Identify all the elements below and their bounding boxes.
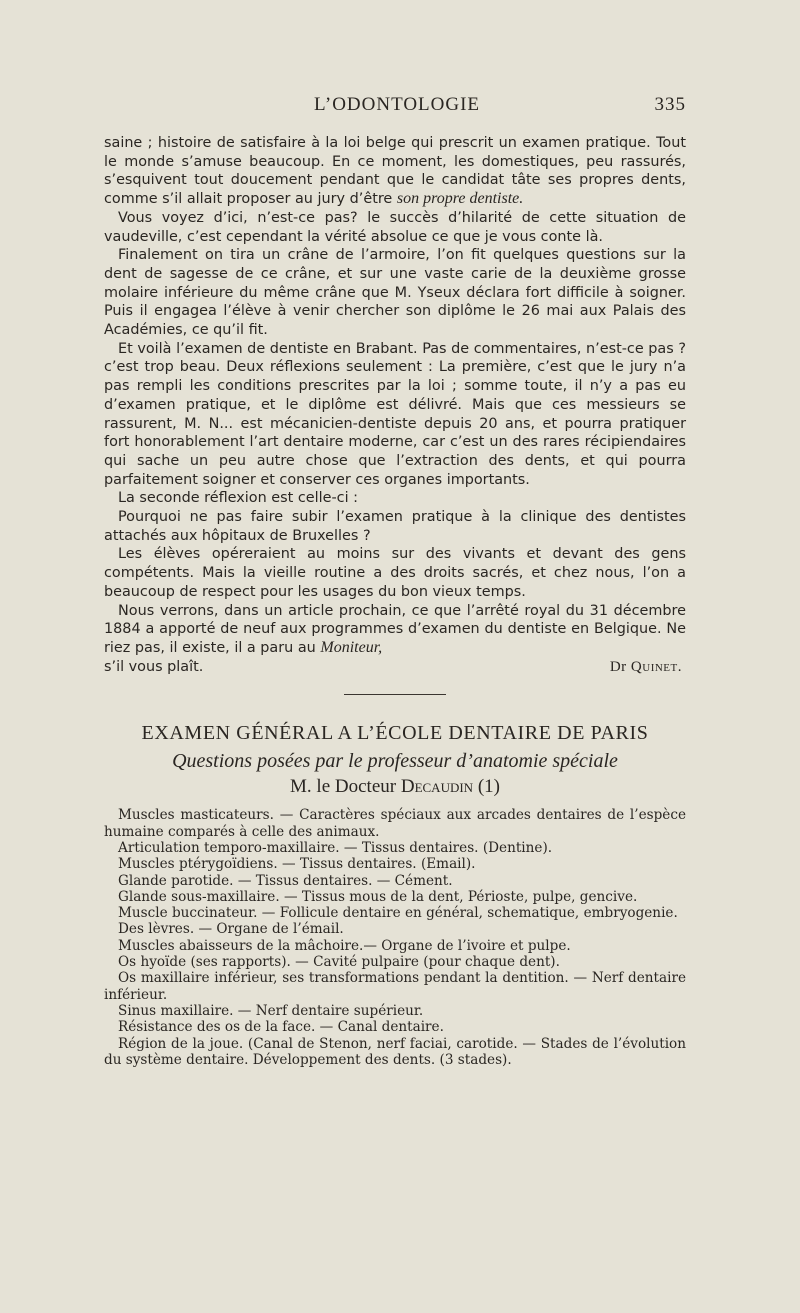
list-item: Glande parotide. — Tissus dentaires. — Cément. [118, 872, 453, 889]
list-item: Sinus maxillaire. — Nerf dentaire supérieur. [118, 1002, 424, 1019]
list-item: Glande sous-maxillaire. — Tissus mous de la dent, Périoste, pulpe, gencive. [118, 888, 638, 905]
running-header [104, 94, 686, 116]
article-paragraph: Nous verrons, dans un article prochain, ce que l’arrêté royal du 31 décembre 1884 a apporté de neuf aux programmes d’examen du dentiste en Belgique. Ne riez pas, il existe, il a paru au Moniteur, [104, 602, 686, 656]
italic-phrase: son propre dentiste. [396, 190, 524, 208]
section-subtitle: Questions posées par le professeur d’anatomie spéciale [172, 750, 618, 773]
section-title: EXAMEN GÉNÉRAL A L’ÉCOLE DENTAIRE DE PARIS [141, 722, 649, 745]
italic-phrase: Moniteur, [320, 638, 383, 656]
author-signature: Dr Quinet. [609, 658, 682, 675]
article-paragraph: saine ; histoire de satisfaire à la loi belge qui prescrit un examen pratique. Tout le monde s’amuse beaucoup. En ce moment, les domestiques, peu rassurés, s’esquivent tout doucement pendant que le candidat tâte ses propres dents, comme s’il allait proposer au jury d’être son propre dentiste. [104, 135, 686, 208]
list-item: Os hyoïde (ses rapports). — Cavité pulpaire (pour chaque dent). [118, 954, 560, 971]
section-divider [344, 694, 446, 695]
article-paragraph: Les élèves opéreraient au moins sur des vivants et devant des gens compétents. Mais la vieille routine a des droits sacrés, et chez nous, l’on a beaucoup de respect pour les usages du bon vieux temps. [104, 546, 686, 600]
list-item: Muscle buccinateur. — Follicule dentaire en général, schematique, embryogenie. [118, 905, 678, 922]
list-item: Résistance des os de la face. — Canal dentaire. [118, 1019, 444, 1036]
closing-text: s’il vous plaît. [104, 658, 204, 675]
list-item: Région de la joue. (Canal de Stenon, nerf faciai, carotide. — Stades de l’évolution du système dentaire. Développement des dents. (3 stades). [104, 1035, 686, 1068]
article-paragraph: Finalement on tira un crâne de l’armoire, l’on fit quelques questions sur la dent de sagesse de ce crâne, et sur une vaste carie de la deuxième grosse molaire inférieure du même crâne que M. Yseux déclara fort difficile à soigner. Puis il engagea l’élève à venir chercher son diplôme le 26 mai aux Palais des Académies, ce qu’il fit. [104, 247, 686, 339]
article-paragraph: Pourquoi ne pas faire subir l’examen pratique à la clinique des dentistes attachés aux hôpitaux de Bruxelles ? [104, 509, 686, 544]
signature-line [104, 658, 686, 677]
list-item: Muscles abaisseurs de la mâchoire.— Organe de l’ivoire et pulpe. [118, 937, 571, 954]
article-paragraph: La seconde réflexion est celle-ci : [118, 490, 359, 507]
list-item: Des lèvres. — Organe de l’émail. [118, 921, 344, 938]
page-number: 335 [654, 94, 686, 115]
section-byline: M. le Docteur Decaudin (1) [290, 776, 500, 798]
list-item: Os maxillaire inférieur, ses transformations pendant la dentition. — Nerf dentaire inférieur. [104, 970, 686, 1003]
journal-title: L’ODONTOLOGIE [314, 94, 481, 115]
page-body [104, 134, 686, 1068]
article-paragraph: Vous voyez d’ici, n’est-ce pas? le succès d’hilarité de cette situation de vaudeville, c’est cependant la vérité absolue ce que je vous conte là. [104, 209, 686, 245]
list-item: Muscles masticateurs. — Caractères spéciaux aux arcades dentaires de l’espèce humaine comparés à celle des animaux. [104, 807, 686, 840]
question-list [104, 807, 686, 1068]
article-paragraph: Et voilà l’examen de dentiste en Brabant. Pas de commentaires, n’est-ce pas ? c’est trop beau. Deux réflexions seulement : La première, c’est que le jury n’a pas rempli les conditions prescrites par la loi ; somme toute, il n’y a pas eu d’examen pratique, et le diplôme est délivré. Mais que ces messieurs se rassurent, M. N... est mécanicien-dentiste depuis 20 ans, et pourra pratiquer fort honorablement l’art dentaire moderne, car c’est un des rares récipiendaires qui sache un peu autre chose que l’extraction des dents, et qui pourra parfaitement soigner et conserver ces organes importants. [104, 340, 686, 488]
list-item: Muscles ptérygoïdiens. — Tissus dentaires. (Email). [118, 856, 476, 873]
list-item: Articulation temporo-maxillaire. — Tissus dentaires. (Dentine). [118, 839, 553, 856]
